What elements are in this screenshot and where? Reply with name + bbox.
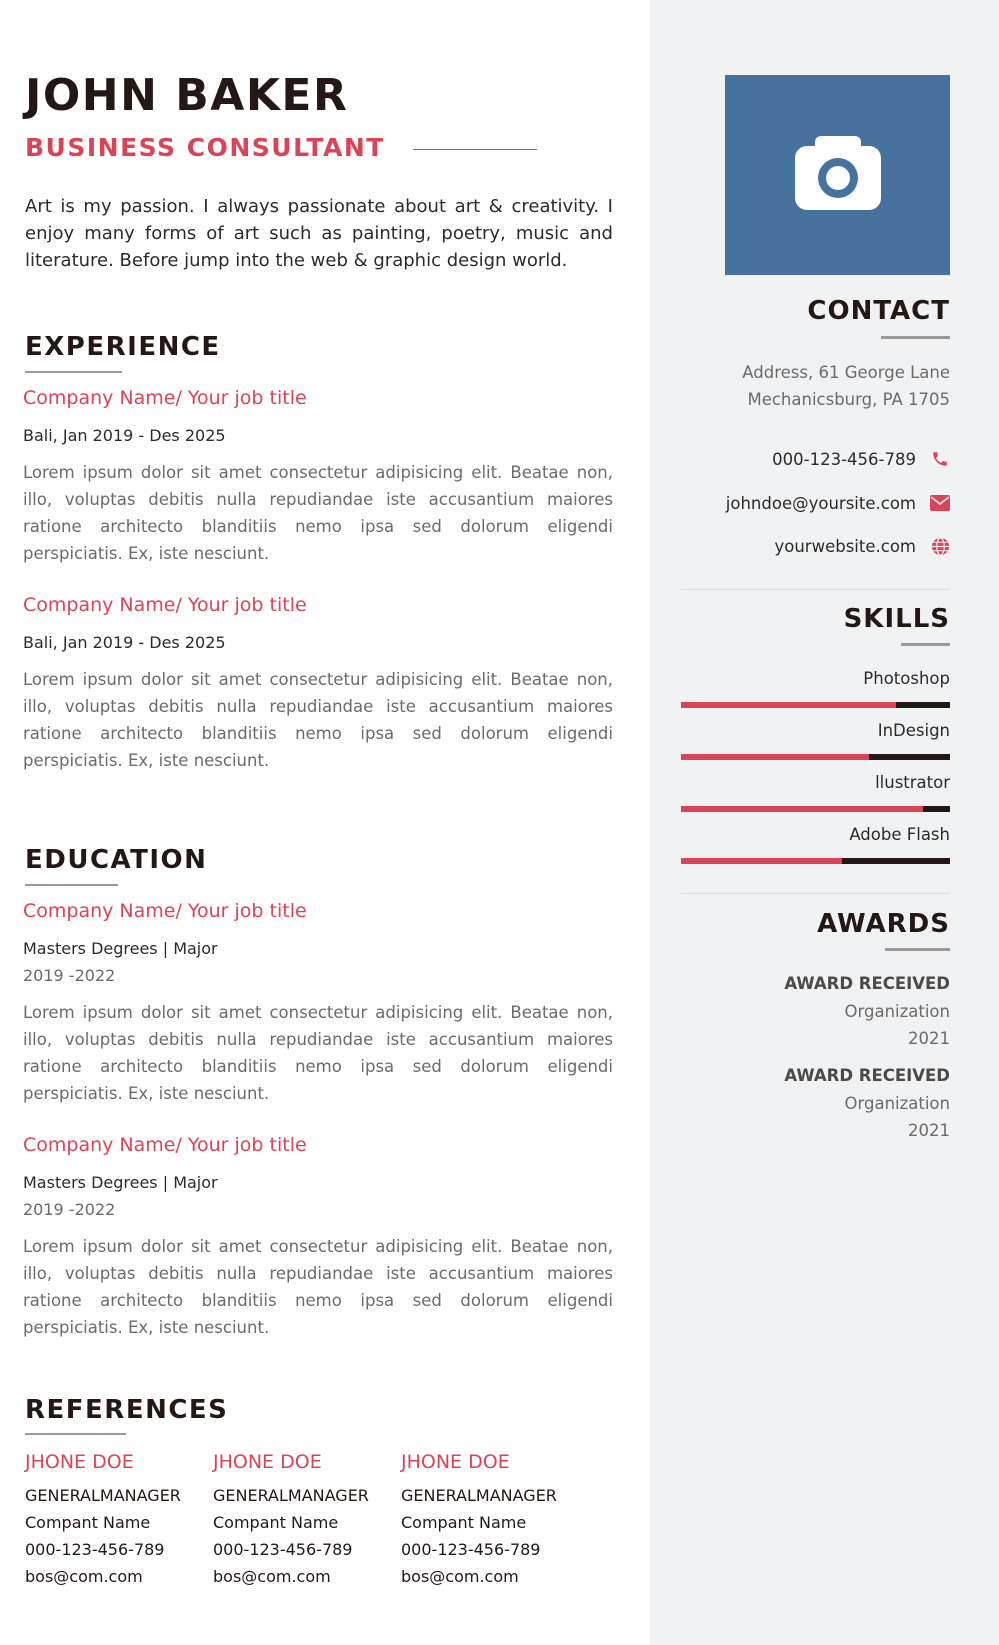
reference-name: JHONE DOE	[401, 1451, 510, 1473]
education-item-years: 2019 -2022	[23, 1200, 116, 1219]
references-heading: REFERENCES	[25, 1395, 229, 1425]
contact-email: johndoe@yoursite.com	[725, 493, 916, 513]
skills-heading-bar	[901, 643, 950, 646]
experience-heading-bar	[25, 371, 122, 373]
award-details	[845, 1090, 951, 1144]
education-item	[23, 1133, 613, 1341]
experience-item-description: Lorem ipsum dolor sit amet consectetur adipisicing elit. Beatae non, illo, voluptas debitis nulla repudiandae iste accusantium maiores ratione architecto blanditiis nemo ipsa sed dolorum eligendi perspiciatis. Ex, iste nesciunt.	[23, 463, 613, 563]
reference-name: JHONE DOE	[25, 1451, 134, 1473]
award-organization: Organization	[844, 1002, 950, 1021]
experience-item-title: Company Name/ Your job title	[23, 387, 307, 409]
experience-item	[23, 593, 613, 774]
contact-address	[742, 359, 950, 413]
envelope-icon	[930, 493, 950, 513]
contact-phone: 000-123-456-789	[772, 449, 916, 469]
contact-website-row[interactable]	[774, 534, 950, 558]
reference-card	[213, 1450, 403, 1590]
skill-bar	[681, 806, 950, 812]
education-item-description: Lorem ipsum dolor sit amet consectetur adipisicing elit. Beatae non, illo, voluptas debitis nulla repudiandae iste accusantium maiores ratione architecto blanditiis nemo ipsa sed dolorum eligendi perspiciatis. Ex, iste nesciunt.	[23, 1003, 613, 1103]
award-details	[845, 998, 951, 1052]
skill-bar-fill	[681, 858, 842, 864]
address-line-1: Address, 61 George Lane	[742, 363, 950, 382]
contact-email-row[interactable]	[726, 491, 950, 515]
reference-email: bos@com.com	[401, 1567, 519, 1586]
reference-email: bos@com.com	[25, 1567, 143, 1586]
reference-phone: 000-123-456-789	[213, 1540, 353, 1559]
contact-phone-row[interactable]	[772, 447, 950, 471]
education-item-title: Company Name/ Your job title	[23, 900, 307, 922]
references-heading-bar	[25, 1433, 126, 1435]
skill-bar-fill	[681, 702, 896, 708]
skill-bar	[681, 858, 950, 864]
reference-company: Compant Name	[401, 1513, 527, 1532]
address-line-2: Mechanicsburg, PA 1705	[747, 390, 950, 409]
camera-icon	[793, 134, 883, 214]
education-item-years: 2019 -2022	[23, 966, 116, 985]
reference-company: Compant Name	[25, 1513, 151, 1532]
reference-card	[401, 1450, 591, 1590]
education-item-title: Company Name/ Your job title	[23, 1134, 307, 1156]
sidebar-divider	[681, 589, 950, 590]
intro-text: Art is my passion. I always passionate about art & creativity. I enjoy many forms of art such as painting, poetry, music and literature. Before jump into the web & graphic design world.	[25, 196, 613, 271]
awards-heading: AWARDS	[817, 909, 950, 939]
experience-item-title: Company Name/ Your job title	[23, 594, 307, 616]
role-underline	[413, 149, 537, 150]
education-item-degree: Masters Degrees | Major	[23, 939, 218, 958]
experience-item-description: Lorem ipsum dolor sit amet consectetur adipisicing elit. Beatae non, illo, voluptas debitis nulla repudiandae iste accusantium maiores ratione architecto blanditiis nemo ipsa sed dolorum eligendi perspiciatis. Ex, iste nesciunt.	[23, 670, 613, 770]
reference-phone: 000-123-456-789	[401, 1540, 541, 1559]
skill-label: InDesign	[877, 721, 950, 740]
experience-item-date: Bali, Jan 2019 - Des 2025	[23, 633, 226, 652]
skill-bar-fill	[681, 806, 923, 812]
person-name: JOHN BAKER	[25, 70, 349, 121]
reference-position: GENERALMANAGER	[25, 1486, 181, 1505]
award-organization: Organization	[844, 1094, 950, 1113]
award-year: 2021	[908, 1121, 950, 1140]
reference-position: GENERALMANAGER	[401, 1486, 557, 1505]
experience-heading: EXPERIENCE	[25, 332, 221, 362]
phone-icon	[930, 449, 950, 469]
skills-heading: SKILLS	[843, 604, 950, 634]
skill-bar-fill	[681, 754, 869, 760]
globe-icon	[930, 536, 950, 556]
reference-phone: 000-123-456-789	[25, 1540, 165, 1559]
reference-position: GENERALMANAGER	[213, 1486, 369, 1505]
education-heading: EDUCATION	[25, 845, 208, 875]
experience-item	[23, 386, 613, 567]
education-item-degree: Masters Degrees | Major	[23, 1173, 218, 1192]
award-title: AWARD RECEIVED	[784, 974, 950, 993]
award-title: AWARD RECEIVED	[784, 1066, 950, 1085]
reference-company: Compant Name	[213, 1513, 339, 1532]
experience-item-date: Bali, Jan 2019 - Des 2025	[23, 426, 226, 445]
contact-heading-bar	[881, 336, 950, 339]
skill-bar	[681, 754, 950, 760]
contact-website: yourwebsite.com	[774, 536, 916, 556]
skill-label: Photoshop	[863, 669, 950, 688]
skill-label: Adobe Flash	[849, 825, 950, 844]
reference-email: bos@com.com	[213, 1567, 331, 1586]
education-heading-bar	[25, 884, 118, 886]
skill-label: llustrator	[875, 773, 950, 792]
profile-photo-placeholder[interactable]	[725, 75, 950, 275]
reference-name: JHONE DOE	[213, 1451, 322, 1473]
reference-card	[25, 1450, 215, 1590]
sidebar-divider	[681, 893, 950, 894]
award-year: 2021	[908, 1029, 950, 1048]
education-item-description: Lorem ipsum dolor sit amet consectetur adipisicing elit. Beatae non, illo, voluptas debitis nulla repudiandae iste accusantium maiores ratione architecto blanditiis nemo ipsa sed dolorum eligendi perspiciatis. Ex, iste nesciunt.	[23, 1237, 613, 1337]
contact-heading: CONTACT	[807, 296, 950, 326]
awards-heading-bar	[885, 948, 950, 951]
job-role: BUSINESS CONSULTANT	[25, 133, 385, 162]
education-item	[23, 899, 613, 1107]
skill-bar	[681, 702, 950, 708]
